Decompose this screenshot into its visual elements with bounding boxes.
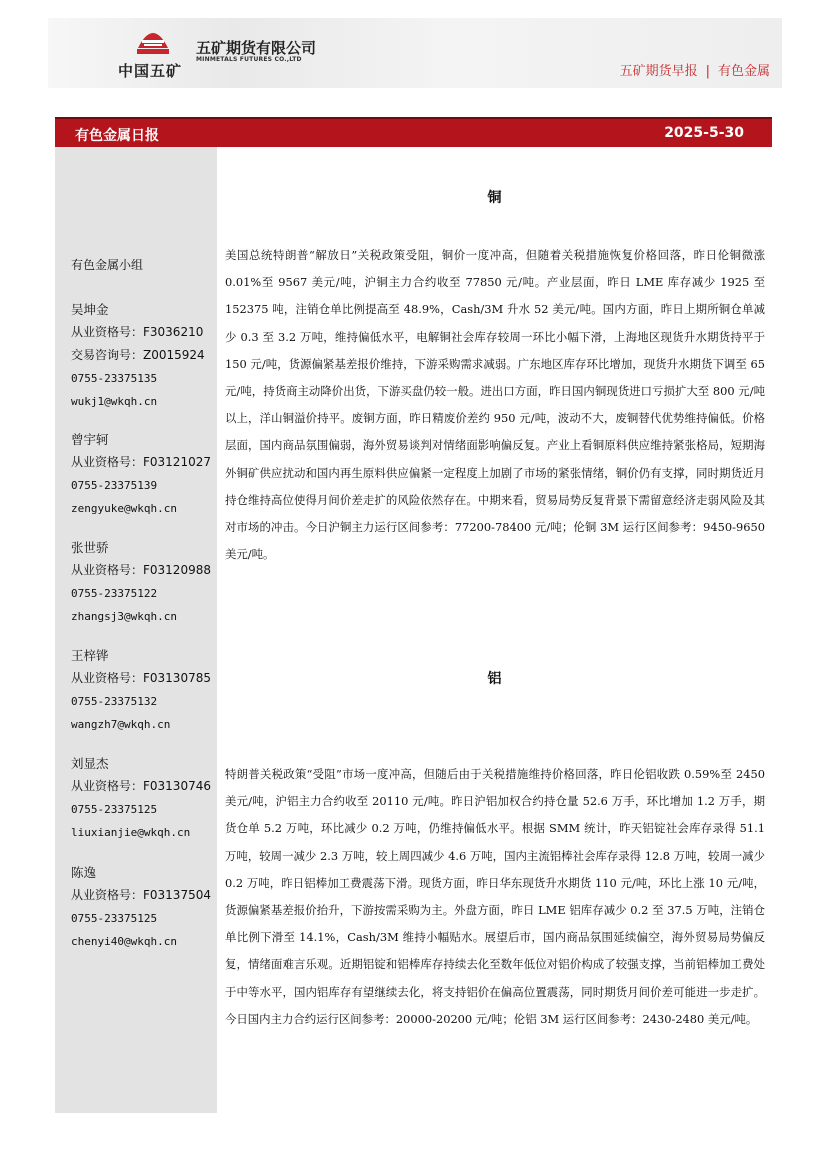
analyst-card [71, 298, 205, 413]
analyst-consult-license: 交易咨询号：Z0015924 [71, 348, 205, 362]
analyst-name: 张世骄 [71, 540, 109, 555]
section-title-aluminium: 铝 [487, 671, 502, 687]
analyst-phone: 0755-23375125 [71, 912, 158, 925]
analyst-card [71, 644, 211, 736]
section-body-copper: 美国总统特朗普“解放日”关税政策受阻，铜价一度冲高，但随着关税措施恢复价格回落，昨日伦铜微涨 0.01%至 9567 美元/吨，沪铜主力合约收至 77850 元/吨。产业层面，昨日 LME 库存减少 1925 至 152375 吨，注销仓单比例提高至 48.9%，Cash/3M 升水 52 美元/吨。国内方面，昨日上期所铜仓单减少 0.3 至 3.2 万吨，维持偏低水平，电解铜社会库存较周一环比小幅下滑，上海地区现货升水期货持平于 150 元/吨，货源偏紧基差报价维持，下游采购需求减弱。广东地区库存环比增加，现货升水期货下调至 65 元/吨，持货商主动降价出货，下游买盘仍较一般。进出口方面，昨日国内铜现货进口亏损扩大至 800 元/吨以上，洋山铜溢价持平。废铜方面，昨日精废价差约 950 元/吨，波动不大，废铜替代优势维持偏低。价格层面，国内商品氛围偏弱，海外贸易谈判对情绪面影响偏反复。产业上看铜原料供应维持紧张格局，短期海外铜矿供应扰动和国内再生原料供应偏紧一定程度上加剧了市场的紧张情绪，铜价仍有支撑，同时期货近月持仓维持高位使得月间价差走扩的风险依然存在。中期来看，贸易局势反复背景下需留意经济走弱风险及其对市场的冲击。今日沪铜主力运行区间参考：77200-78400 元/吨；伦铜 3M 运行区间参考：9450-9650 美元/吨。 [225, 248, 765, 562]
analyst-license: 从业资格号：F03130785 [71, 671, 211, 685]
analyst-sidebar [55, 147, 217, 1113]
analyst-email: zengyuke@wkqh.cn [71, 502, 177, 515]
company-name-en: MINMETALS FUTURES CO.,LTD [196, 56, 302, 63]
analyst-license: 从业资格号：F03130746 [71, 779, 211, 793]
analyst-phone: 0755-23375132 [71, 695, 158, 708]
report-date: 2025-5-30 [664, 125, 744, 141]
analyst-name: 刘显杰 [71, 756, 109, 771]
analyst-license: 从业资格号：F03120988 [71, 563, 211, 577]
report-tag [620, 60, 770, 79]
analyst-card [71, 536, 211, 628]
analyst-email: chenyi40@wkqh.cn [71, 935, 177, 948]
report-title-bar [55, 117, 772, 147]
report-title: 有色金属日报 [75, 128, 159, 144]
report-category: 有色金属 [717, 64, 770, 79]
analyst-phone: 0755-23375125 [71, 803, 158, 816]
minmetals-logo-icon [134, 22, 172, 56]
section-title-copper: 铜 [487, 190, 502, 206]
analyst-name: 陈逸 [71, 865, 97, 880]
analyst-name: 吴坤金 [71, 302, 109, 317]
analyst-phone: 0755-23375122 [71, 587, 158, 600]
analyst-card [71, 861, 211, 953]
analyst-license: 从业资格号：F3036210 [71, 325, 204, 339]
company-name-cn: 五矿期货有限公司 [196, 39, 317, 57]
analyst-card [71, 428, 211, 520]
analyst-email: zhangsj3@wkqh.cn [71, 610, 177, 623]
analyst-phone: 0755-23375139 [71, 479, 158, 492]
logo-text-cn: 中国五矿 [118, 62, 183, 80]
analyst-name: 曾宇轲 [71, 432, 109, 447]
report-separator: | [705, 64, 710, 79]
section-body-aluminium: 特朗普关税政策“受阻”市场一度冲高，但随后由于关税措施维持价格回落，昨日伦铝收跌 0.59%至 2450 美元/吨，沪铝主力合约收至 20110 元/吨。昨日沪铝加权合约持仓量 52.6 万手，环比增加 1.2 万手，期货仓单 5.2 万吨，环比减少 0.2 万吨，仍维持偏低水平。根据 SMM 统计，昨天铝锭社会库存录得 51.1 万吨，较周一减少 2.3 万吨，较上周四减少 4.6 万吨，国内主流铝棒社会库存录得 12.8 万吨，较周一减少 0.2 万吨，昨日铝棒加工费震荡下滑。现货方面，昨日华东现货升水期货 110 元/吨，环比上涨 10 元/吨，货源偏紧基差报价抬升，下游按需采购为主。外盘方面，昨日 LME 铝库存减少 0.2 至 37.5 万吨，注销仓单比例下滑至 14.1%，Cash/3M 维持小幅贴水。展望后市，国内商品氛围延续偏空，海外贸易局势偏反复，情绪面难言乐观。近期铝锭和铝棒库存持续去化至数年低位对铝价构成了较强支撑，当前铝棒加工费处于中等水平，国内铝库存有望继续去化，将支持铝价在偏高位置震荡，同时期货月间价差可能进一步走扩。今日国内主力合约运行区间参考：20000-20200 元/吨；伦铝 3M 运行区间参考：2430-2480 美元/吨。 [225, 767, 765, 1026]
analyst-email: liuxianjie@wkqh.cn [71, 826, 191, 839]
report-name: 五矿期货早报 [619, 64, 698, 79]
analyst-phone: 0755-23375135 [71, 372, 158, 385]
analyst-license: 从业资格号：F03137504 [71, 888, 211, 902]
sidebar-group-title: 有色金属小组 [71, 258, 144, 272]
analyst-name: 王梓铧 [71, 648, 109, 663]
analyst-email: wangzh7@wkqh.cn [71, 718, 171, 731]
analyst-license: 从业资格号：F03121027 [71, 455, 211, 469]
analyst-email: wukj1@wkqh.cn [71, 395, 158, 408]
analyst-card [71, 752, 211, 844]
